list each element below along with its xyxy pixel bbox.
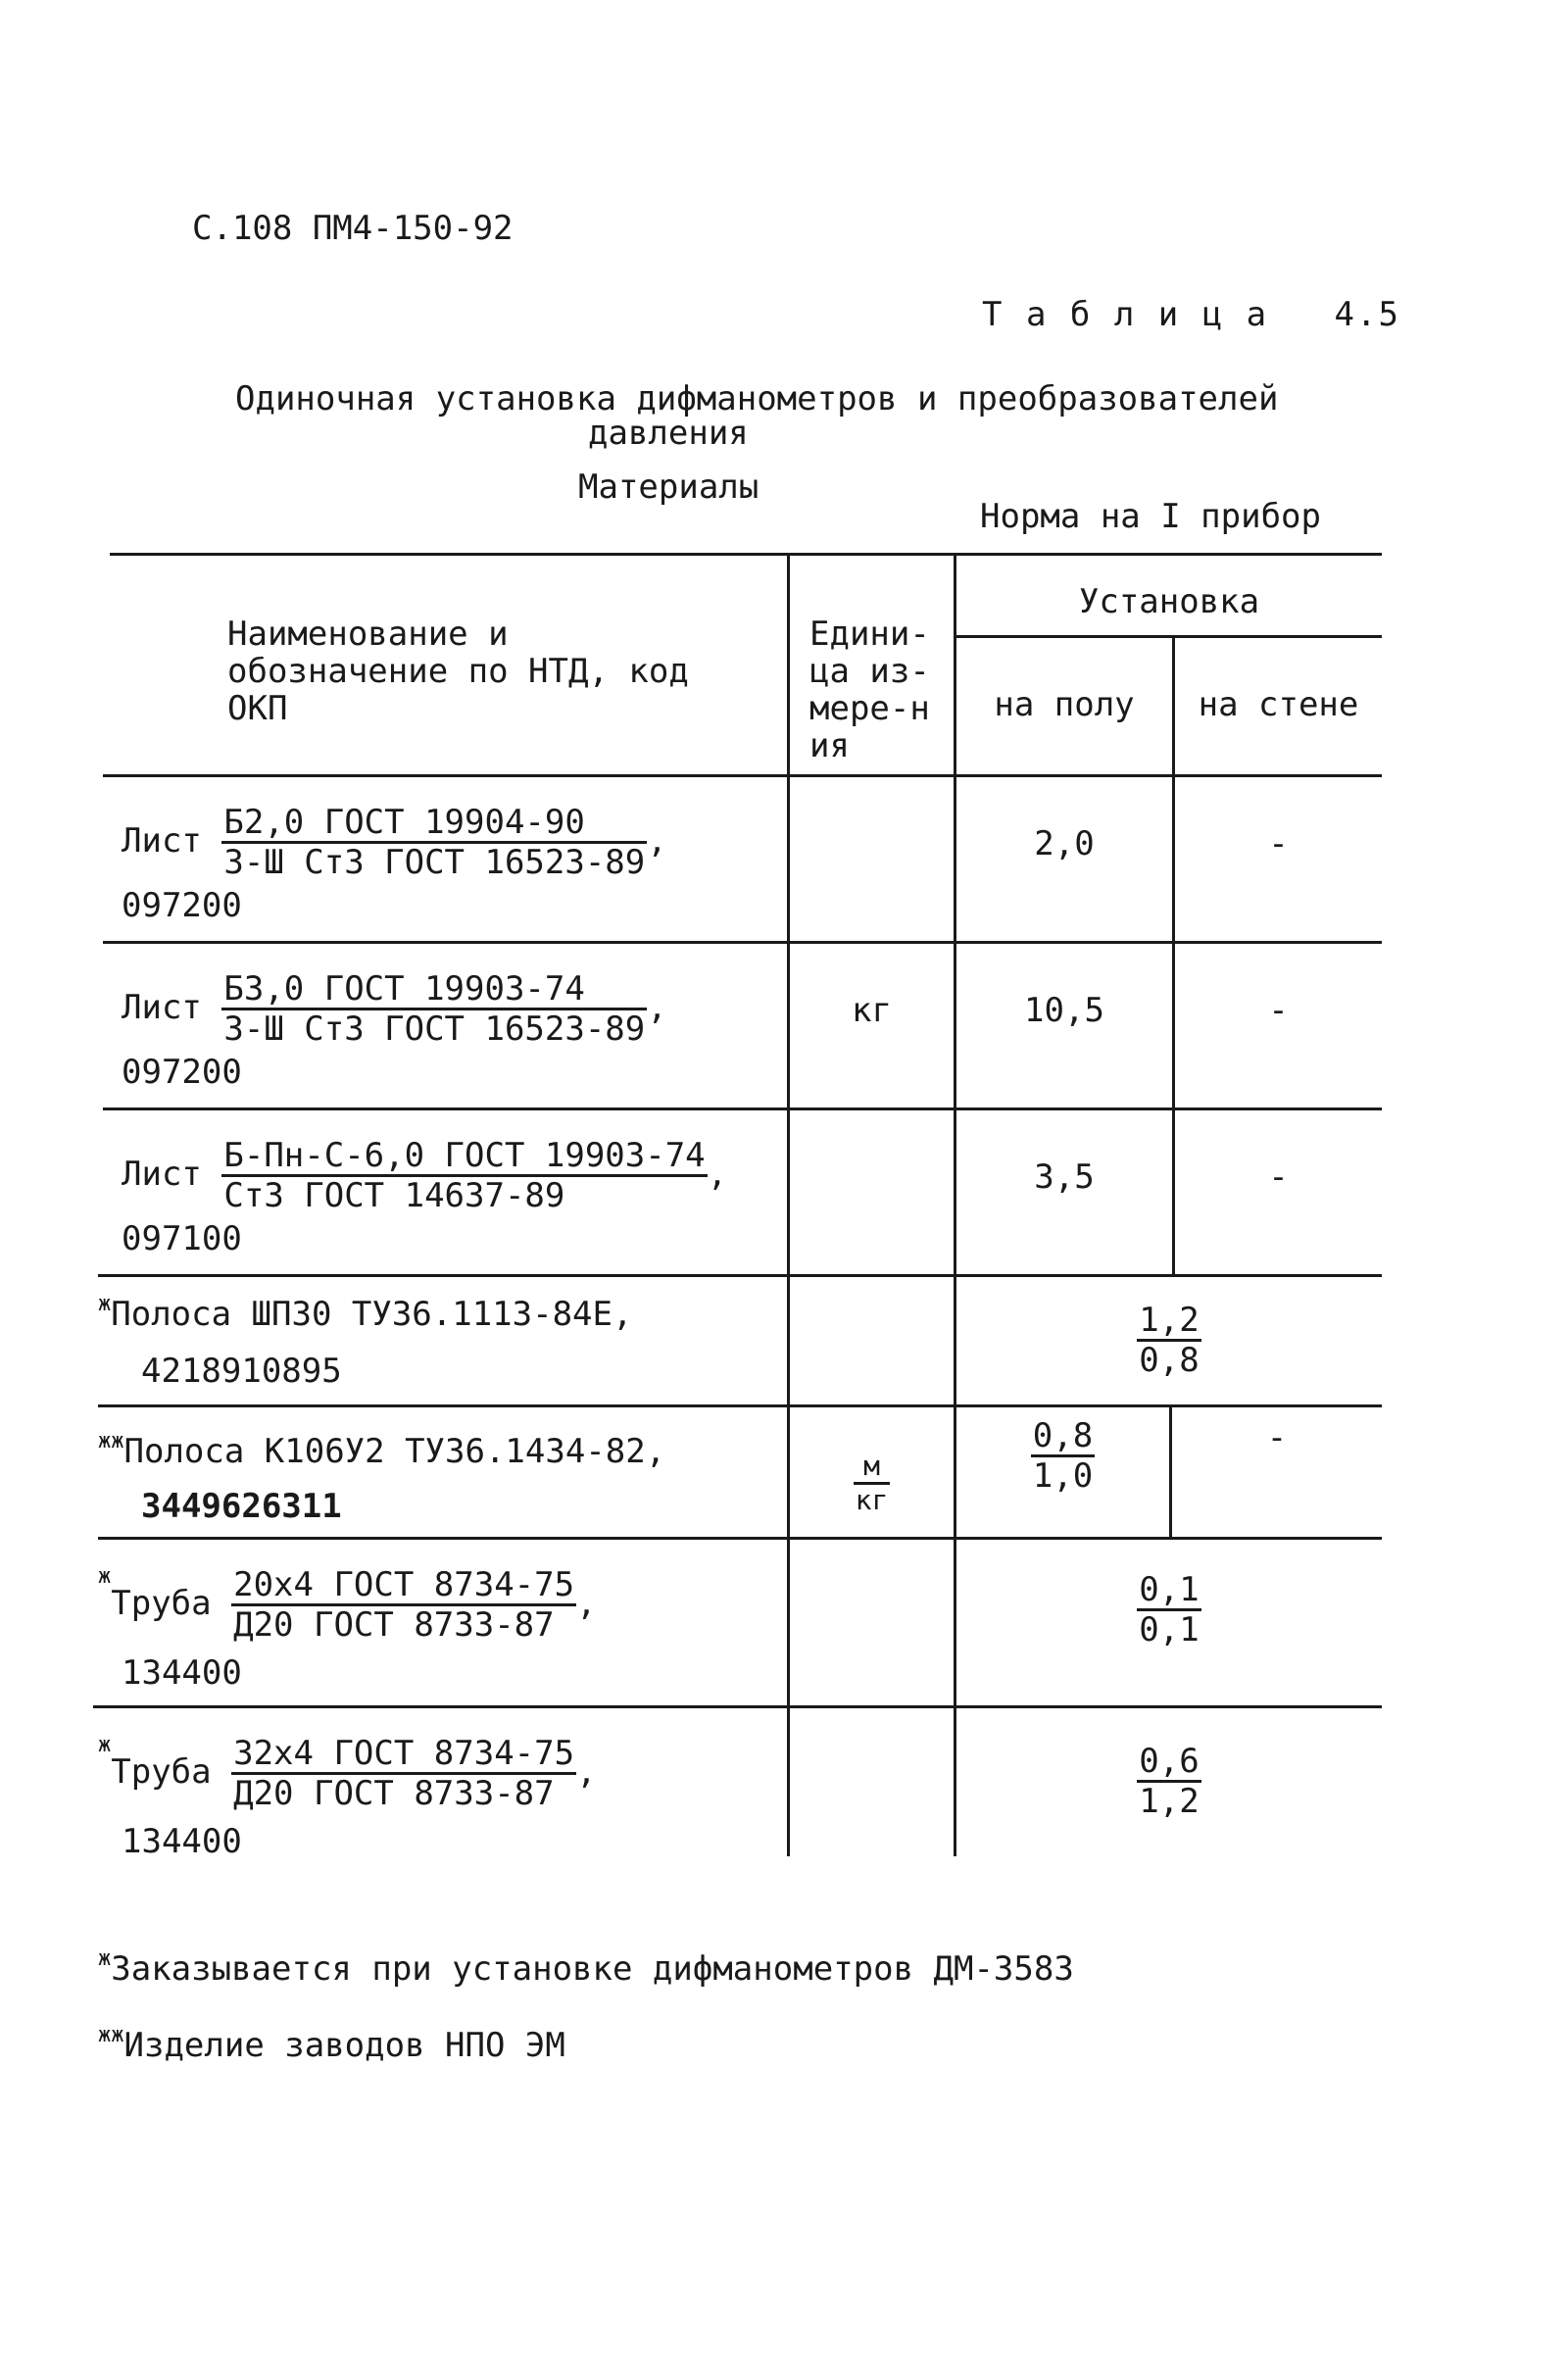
- floor-value: [956, 1416, 1169, 1496]
- row-rule-2: [103, 1108, 1382, 1110]
- designation-denominator: 3-Ш Ст3 ГОСТ 16523-89: [223, 1009, 646, 1049]
- floor-numerator: 0,8: [1032, 1416, 1094, 1455]
- item-code: 4218910895: [141, 1352, 342, 1391]
- floor-value: 10,5: [1024, 991, 1104, 1030]
- floor-value: 2,0: [1034, 824, 1095, 863]
- table-row: $^ж$Труба $\frac{\text{32х4 ГОСТ 8734-75}}{\text{Д20 ГОСТ 8733-87}}$ ,: [98, 1733, 597, 1813]
- item-designation: [231, 1734, 576, 1813]
- designation-denominator: Д20 ГОСТ 8733-87: [233, 1605, 555, 1645]
- item-text: Полоса ШП30 ТУ36.1113-84Е,: [111, 1295, 633, 1334]
- floor-value: 3,5: [1034, 1157, 1095, 1197]
- norm-denominator: 0,8: [1139, 1341, 1200, 1380]
- footnote-mark: ж: [98, 1733, 112, 1757]
- item-code: 097200: [122, 886, 242, 925]
- unit-m-per-kg: [790, 1452, 954, 1514]
- table-row: [98, 1429, 666, 1471]
- col-header-wall: на стене: [1198, 685, 1359, 724]
- item-code: 134400: [122, 1653, 242, 1693]
- item-code: 3449626311: [141, 1487, 342, 1526]
- norm-numerator: 0,1: [1139, 1570, 1200, 1609]
- row-rule-5: [98, 1537, 1382, 1540]
- col-header-name: Наименование и обозначение по НТД, код ОКП: [227, 615, 689, 729]
- norm-numerator: 1,2: [1139, 1301, 1200, 1340]
- item-prefix: Лист: [122, 988, 202, 1027]
- item-prefix: Лист: [122, 1155, 202, 1194]
- designation-denominator: Ст3 ГОСТ 14637-89: [223, 1176, 565, 1215]
- merged-norm-value: [956, 1742, 1382, 1821]
- footnote-text: Изделие заводов НПО ЭМ: [123, 2026, 565, 2065]
- header-bottom-rule: [103, 774, 1382, 777]
- footnote-mark: жж: [98, 2023, 124, 2047]
- table-row: [98, 1292, 633, 1334]
- designation-numerator: Б3,0 ГОСТ 19903-74: [221, 972, 647, 1010]
- col-header-unit: Едини-ца из-мере-ния: [809, 615, 930, 766]
- table-row: Лист $\frac{\text{Б2,0 ГОСТ 19904-90}}{\text{3-Ш Ст3 ГОСТ 16523-89}}$ ,: [122, 803, 667, 882]
- table-row: Лист $\frac{\text{Б-Пн-С-6,0 ГОСТ 19903-74}}{\text{Ст3 ГОСТ 14637-89}}$ ,: [122, 1136, 728, 1215]
- norm-label: Норма на I прибор: [980, 497, 1321, 536]
- page-header: С.108 ПМ4-150-92: [192, 209, 514, 248]
- item-code: 097100: [122, 1219, 242, 1258]
- unit-numerator: м: [854, 1452, 891, 1485]
- wall-value: -: [1266, 1418, 1288, 1457]
- footnote-text: Заказывается при установке дифманометров ДМ-3583: [111, 1949, 1074, 1989]
- item-code: 097200: [122, 1053, 242, 1092]
- install-subheader-rule: [956, 635, 1382, 638]
- item-designation: [221, 803, 647, 882]
- table-row: $^ж$Труба $\frac{\text{20х4 ГОСТ 8734-75}}{\text{Д20 ГОСТ 8733-87}}$ ,: [98, 1564, 597, 1645]
- item-prefix: Труба: [111, 1584, 212, 1623]
- item-prefix: Труба: [111, 1752, 212, 1792]
- footnote: [98, 1946, 1074, 1989]
- designation-numerator: Б2,0 ГОСТ 19904-90: [221, 806, 647, 844]
- footnote-mark: ж: [98, 1564, 112, 1589]
- wall-value: -: [1268, 824, 1289, 863]
- unit-denominator: кг: [855, 1484, 889, 1516]
- norm-denominator: 1,2: [1139, 1782, 1200, 1821]
- merged-norm-value: [956, 1570, 1382, 1649]
- title-line-2: давления: [588, 414, 749, 453]
- row-rule-6: [93, 1705, 1382, 1708]
- col-header-floor: на полу: [994, 685, 1135, 724]
- item-designation: [221, 969, 647, 1049]
- row-rule-4: [98, 1404, 1382, 1407]
- item-designation: [231, 1565, 576, 1645]
- unit-column-rule: [787, 553, 790, 1856]
- item-text: Полоса К106У2 ТУ36.1434-82,: [123, 1432, 666, 1471]
- table-label: Т а б л и ц а 4.5: [982, 295, 1400, 334]
- norm-denominator: 0,1: [1139, 1610, 1200, 1649]
- unit-kg: кг: [852, 991, 892, 1030]
- row-rule-3: [98, 1274, 1382, 1277]
- item-prefix: Лист: [122, 821, 202, 861]
- wall-value: -: [1268, 1157, 1289, 1197]
- designation-denominator: Д20 ГОСТ 8733-87: [233, 1774, 555, 1813]
- row-rule-1: [103, 941, 1382, 944]
- wall-value: -: [1268, 991, 1289, 1030]
- table-row: Лист $\frac{\text{Б3,0 ГОСТ 19903-74}}{\text{3-Ш Ст3 ГОСТ 16523-89}}$ ,: [122, 969, 667, 1049]
- designation-denominator: 3-Ш Ст3 ГОСТ 16523-89: [223, 843, 646, 882]
- designation-numerator: Б-Пн-С-6,0 ГОСТ 19903-74: [223, 1136, 706, 1175]
- merged-norm-value: [956, 1301, 1382, 1380]
- designation-numerator: 20х4 ГОСТ 8734-75: [233, 1565, 575, 1604]
- norm-numerator: 0,6: [1139, 1742, 1200, 1781]
- floor-denominator: 1,0: [1032, 1456, 1094, 1496]
- footnote-mark: жж: [98, 1429, 124, 1453]
- col-header-install: Установка: [1078, 582, 1260, 621]
- footnote-mark: ж: [98, 1292, 112, 1316]
- title-line-1: Одиночная установка дифманометров и преобразователей: [235, 379, 1279, 418]
- footnote: [98, 2023, 565, 2065]
- table-top-rule: [110, 553, 1382, 556]
- item-designation: [221, 1136, 707, 1215]
- designation-numerator: 32х4 ГОСТ 8734-75: [233, 1734, 575, 1773]
- norm-column-rule: [954, 553, 956, 1856]
- section-label: Материалы: [578, 468, 760, 507]
- footnote-mark: ж: [98, 1946, 112, 1971]
- item-code: 134400: [122, 1822, 242, 1861]
